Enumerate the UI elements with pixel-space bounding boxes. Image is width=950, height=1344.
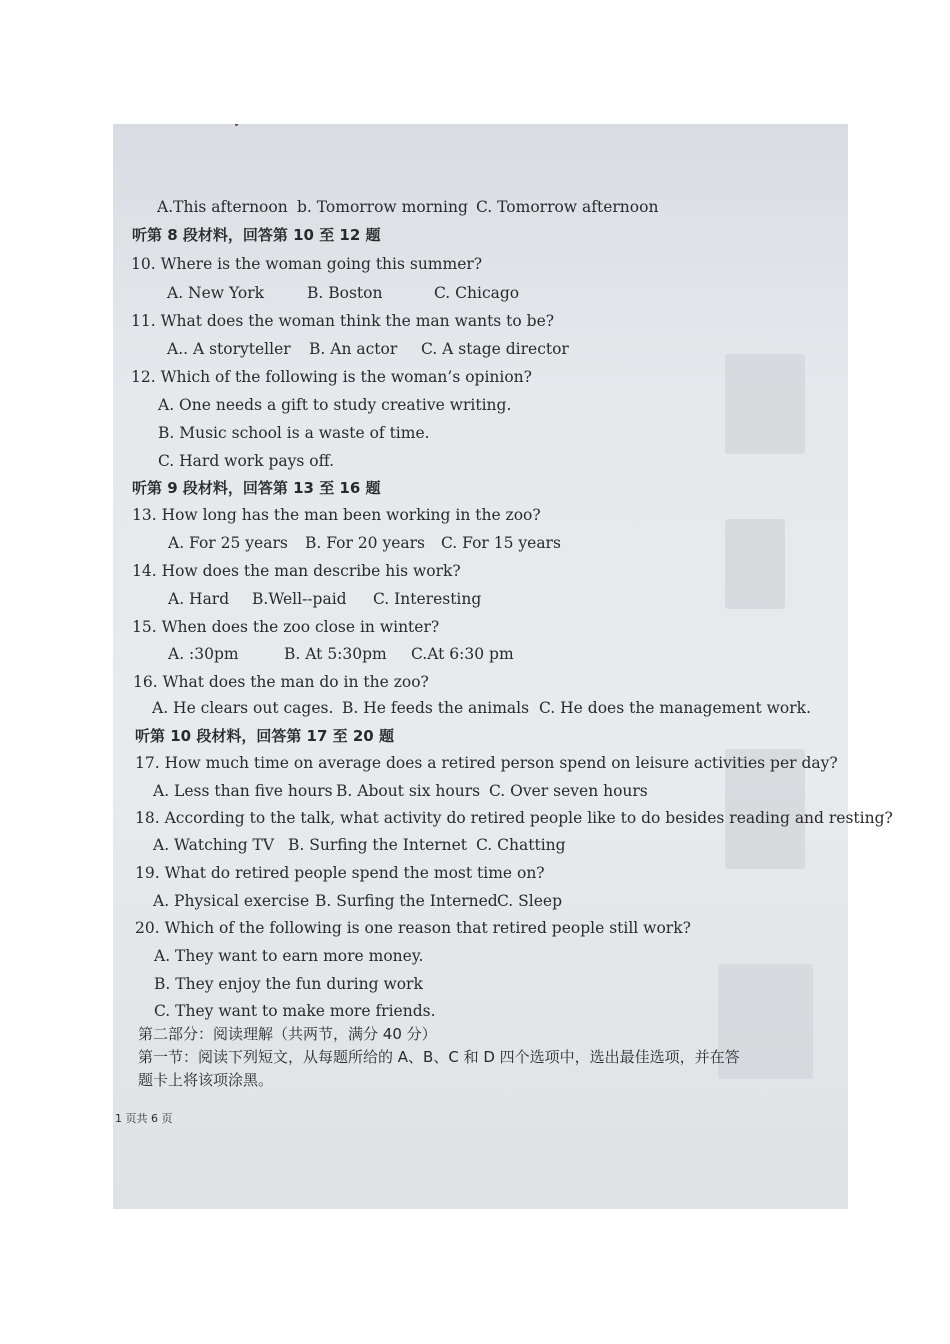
answer-option: A. He clears out cages. xyxy=(152,699,334,717)
page-footer: 1 页共 6 页 xyxy=(115,1112,173,1125)
answer-option: B. Surfing the Interned xyxy=(315,892,498,910)
answer-option: b. Tomorrow morning xyxy=(297,198,468,216)
answer-option: A. :30pm xyxy=(168,645,239,663)
answer-option: C. Over seven hours xyxy=(489,782,648,800)
answer-option: A. Physical exercise xyxy=(153,892,310,910)
answer-option: C. For 15 years xyxy=(441,534,561,552)
answer-option: B.Well--paid xyxy=(252,590,347,608)
question-text: 19. What do retired people spend the most time on? xyxy=(135,864,545,882)
answer-option: B. Surfing the Internet xyxy=(288,836,468,854)
reading-part-heading: 第二部分：阅读理解（共两节，满分 40 分） xyxy=(138,1025,437,1043)
answer-option: B. Boston xyxy=(307,284,383,302)
answer-option: C. They want to make more friends. xyxy=(154,1002,436,1020)
answer-option: A.This afternoon xyxy=(157,198,288,216)
answer-option: C. Chicago xyxy=(434,284,520,302)
answer-option: A. Watching TV xyxy=(153,836,275,854)
answer-option: B. About six hours xyxy=(336,782,481,800)
listening-section-heading: 听第 10 段材料，回答第 17 至 20 题 xyxy=(135,727,394,745)
question-text: 14. How does the man describe his work? xyxy=(132,562,461,580)
listening-section-heading: 听第 8 段材料，回答第 10 至 12 题 xyxy=(132,226,381,244)
answer-option: A. They want to earn more money. xyxy=(154,947,424,965)
answer-option: C. He does the management work. xyxy=(539,699,811,717)
bleed-through-figure xyxy=(725,519,785,609)
question-text: 10. Where is the woman going this summer? xyxy=(131,255,483,273)
answer-option: C. Sleep xyxy=(497,892,563,910)
answer-option: C. Hard work pays off. xyxy=(158,452,335,470)
reading-part-heading: 第一节：阅读下列短文，从每题所给的 A、B、C 和 D 四个选项中，选出最佳选项，并在答 xyxy=(138,1048,740,1066)
speck xyxy=(235,124,238,126)
answer-option: C. A stage director xyxy=(421,340,569,358)
answer-option: B. He feeds the animals xyxy=(342,699,530,717)
answer-option: B. At 5:30pm xyxy=(284,645,387,663)
bleed-through-figure xyxy=(725,354,805,454)
answer-option: C. Interesting xyxy=(373,590,482,608)
question-text: 16. What does the man do in the zoo? xyxy=(133,673,429,691)
question-text: 15. When does the zoo close in winter? xyxy=(132,618,440,636)
listening-section-heading: 听第 9 段材料，回答第 13 至 16 题 xyxy=(132,479,381,497)
question-text: 20. Which of the following is one reason that retired people still work? xyxy=(135,919,691,937)
reading-part-heading: 题卡上将该项涂黑。 xyxy=(138,1071,274,1089)
answer-option: A. Hard xyxy=(168,590,230,608)
answer-option: A. For 25 years xyxy=(168,534,288,552)
answer-option: A. Less than five hours xyxy=(153,782,333,800)
answer-option: A. One needs a gift to study creative writing. xyxy=(158,396,512,414)
answer-option: C.At 6:30 pm xyxy=(411,645,514,663)
answer-option: B. Music school is a waste of time. xyxy=(158,424,430,442)
question-text: 12. Which of the following is the woman’s opinion? xyxy=(131,368,532,386)
answer-option: B. They enjoy the fun during work xyxy=(154,975,423,993)
question-text: 13. How long has the man been working in the zoo? xyxy=(132,506,541,524)
answer-option: C. Chatting xyxy=(476,836,566,854)
answer-option: A. New York xyxy=(167,284,264,302)
answer-option: C. Tomorrow afternoon xyxy=(476,198,659,216)
answer-option: B. For 20 years xyxy=(305,534,426,552)
question-text: 11. What does the woman think the man wants to be? xyxy=(131,312,555,330)
answer-option: A.. A storyteller xyxy=(167,340,291,358)
question-text: 18. According to the talk, what activity do retired people like to do besides reading and resting? xyxy=(135,809,893,827)
answer-option: B. An actor xyxy=(309,340,398,358)
question-text: 17. How much time on average does a retired person spend on leisure activities per day? xyxy=(135,754,838,772)
